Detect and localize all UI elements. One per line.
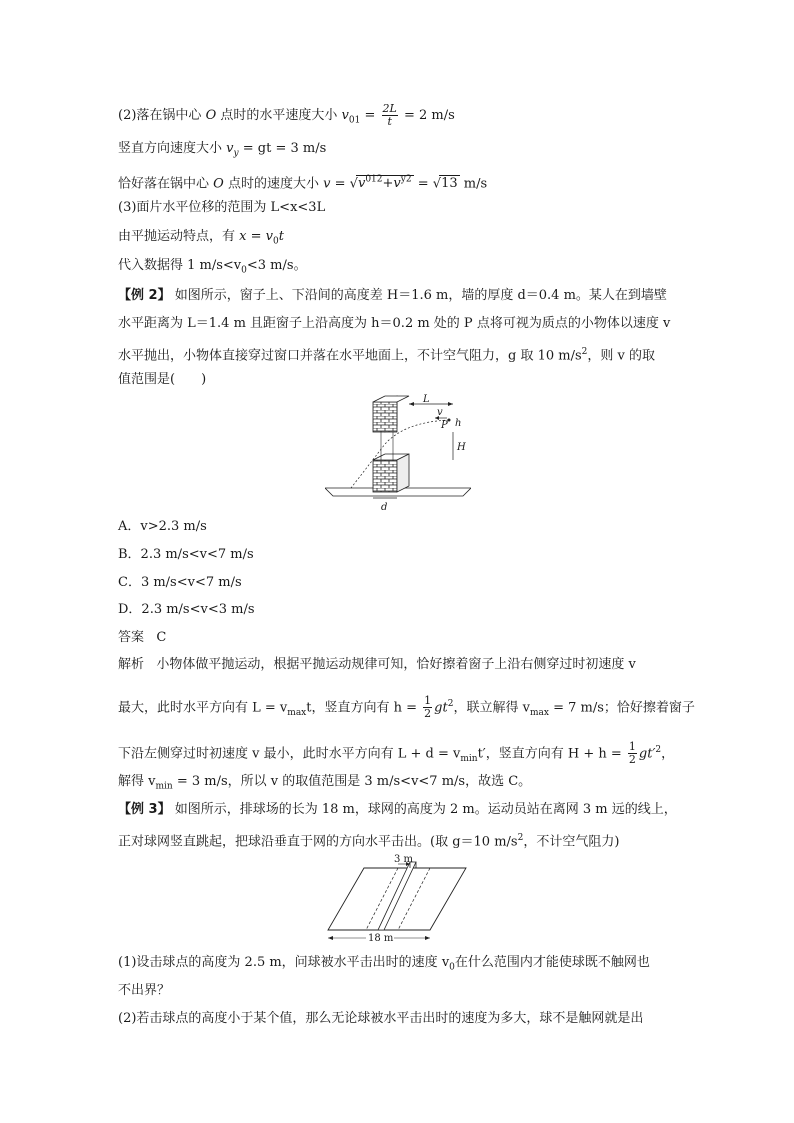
subscript: min [460, 753, 478, 764]
s3-line3 [118, 256, 307, 281]
text: t [278, 229, 284, 244]
text: x = v [239, 229, 273, 244]
text: ，不计空气阻力) [523, 834, 620, 850]
text: = gt = 3 m/s [242, 141, 327, 156]
superscript: 2 [447, 699, 454, 709]
text: = 7 m/s；恰好擦着窗子 [553, 700, 695, 716]
text: ，则 v 的取 [587, 348, 655, 364]
text: 点时的速度大小 [227, 176, 319, 192]
text: t，竖直方向有 h = [306, 700, 418, 716]
s2-line1 [118, 103, 455, 131]
ex3-q1a [118, 953, 650, 978]
label-h: h [455, 418, 462, 429]
text: 在什么范围内才能使球既不触网也 [454, 955, 650, 970]
fraction-num: 1 [628, 740, 636, 754]
s2-line2 [118, 139, 326, 164]
answer-label: 答案 [118, 630, 145, 645]
text: = [364, 108, 376, 123]
superscript: 012 [365, 175, 383, 185]
analysis-line3 [118, 740, 674, 769]
text: 小物体做平抛运动，根据平抛运动规律可知，恰好擦着窗子上沿右侧穿过时初速度 v [156, 657, 636, 672]
subscript: 0 [449, 962, 455, 973]
ex3-q2: (2)若击球点的高度小于某个值，那么无论球被水平击出时的速度为多大，球不是触网就是出 [118, 1011, 644, 1026]
text: 正对球网竖直跳起，把球沿垂直于网的方向水平击出。(取 g＝10 m/s [118, 834, 518, 850]
text: O [205, 108, 217, 123]
subscript: 01 [348, 115, 361, 126]
text: 如图所示，排球场的长为 18 m，球网的高度为 2 m。运动员站在离网 3 m 远的线上， [174, 802, 677, 817]
option-a: A．v>2.3 m/s [118, 519, 207, 534]
text: t′，竖直方向有 H + h = [477, 746, 622, 762]
label-3m: 3 m [394, 854, 414, 865]
sqrt-sign: √ [349, 176, 358, 192]
text: 最大，此时水平方向有 L = v [118, 700, 288, 716]
subscript: min [155, 781, 173, 792]
text: = 2 m/s [403, 108, 455, 123]
text: 如图所示，窗子上、下沿间的高度差 H＝1.6 m，墙的厚度 d＝0.4 m。某人在到墙壁 [174, 288, 667, 303]
fraction-num: 2L [382, 102, 397, 115]
example-tag: 【例 2】 [118, 288, 171, 303]
text: (2)落在锅中心 [118, 108, 202, 123]
text: = [334, 176, 346, 192]
text: + [382, 176, 394, 192]
text: 水平抛出，小物体直接穿过窗口并落在水平地面上，不计空气阻力，g 取 10 m/s [118, 348, 582, 364]
text: <3 m/s。 [246, 258, 307, 273]
fraction [628, 741, 637, 766]
superscript: 2 [581, 347, 588, 357]
fraction-den: 2 [424, 707, 432, 721]
s3-line1: (3)面片水平位移的范围为 L<x<3L [118, 200, 326, 215]
example-tag: 【例 3】 [118, 802, 171, 817]
option-d: D．2.3 m/s<v<3 m/s [118, 602, 255, 617]
text: 竖直方向速度大小 [118, 141, 223, 156]
subscript: 0 [241, 265, 247, 276]
text: v [323, 176, 331, 192]
text: O [213, 176, 224, 192]
sqrt-expression [356, 175, 414, 191]
fraction-den: 2 [628, 753, 636, 767]
subscript: max [529, 707, 549, 718]
answer-value: C [156, 630, 167, 645]
text: gt′ [638, 746, 656, 762]
label-v: v [437, 407, 443, 418]
text: ， [661, 746, 675, 762]
window-wall-figure [325, 392, 471, 514]
analysis-label: 解析 [118, 657, 145, 672]
text: v [226, 141, 234, 156]
text: m/s [463, 176, 488, 192]
label-18m: 18 m [368, 933, 394, 944]
subscript: max [287, 707, 307, 718]
text: gt [434, 700, 448, 716]
ex3-p2 [118, 828, 619, 852]
label-P: P [441, 420, 448, 431]
lower-wall-side [397, 454, 409, 492]
text: v [341, 108, 349, 123]
analysis-line4 [118, 772, 531, 797]
fraction-den: t [387, 115, 392, 128]
label-d: d [381, 502, 388, 513]
ex2-p3 [118, 342, 655, 366]
analysis-line2 [118, 694, 695, 723]
superscript: 2 [517, 833, 524, 843]
subscript: 0 [273, 236, 279, 247]
upper-wall-top [373, 396, 409, 402]
text: v [357, 176, 366, 192]
text: 下沿左侧穿过时初速度 v 最小，此时水平方向有 L + d = v [118, 746, 461, 762]
label-H: H [457, 442, 466, 453]
s3-line2 [118, 227, 284, 252]
subscript: y [233, 148, 239, 159]
text: 代入数据得 1 m/s<v [118, 258, 242, 273]
ex2-p2: 水平距离为 L＝1.4 m 且距窗子上沿高度为 h＝0.2 m 处的 P 点将可视为质点的小物体以速度 v [118, 316, 671, 331]
ex3-p1 [118, 800, 677, 820]
label-L: L [423, 394, 430, 405]
ex2-p4: 值范围是( ) [118, 372, 207, 387]
fraction [382, 103, 398, 128]
upper-wall [373, 402, 397, 432]
text: = 3 m/s，所以 v 的取值范围是 3 m/s<v<7 m/s，故选 C。 [176, 774, 532, 789]
fraction [423, 695, 432, 720]
superscript: 2 [655, 745, 662, 755]
text: (1)设击球点的高度为 2.5 m，问球被水平击出时的速度 v [118, 955, 450, 970]
option-c: C．3 m/s<v<7 m/s [118, 575, 242, 590]
text: 点时的水平速度大小 [220, 108, 338, 123]
text: = [417, 176, 429, 192]
analysis-line1 [118, 655, 636, 675]
option-b: B．2.3 m/s<v<7 m/s [118, 547, 254, 562]
sqrt-value: 13 [441, 176, 458, 192]
lower-wall [373, 460, 397, 492]
superscript: y2 [400, 175, 412, 185]
text: ，联立解得 v [453, 700, 530, 716]
sqrt-sign: √ [432, 176, 442, 192]
answer-line [118, 628, 166, 648]
text: v [393, 176, 401, 192]
text: 恰好落在锅中心 [118, 176, 210, 192]
volleyball-court-figure [326, 854, 468, 946]
ex3-q1b: 不出界？ [118, 983, 171, 998]
text: 解得 v [118, 774, 156, 789]
s2-line3 [118, 170, 487, 194]
text: 由平抛运动特点，有 [118, 229, 236, 244]
fraction-num: 1 [424, 694, 432, 708]
ex2-p1 [118, 286, 667, 306]
